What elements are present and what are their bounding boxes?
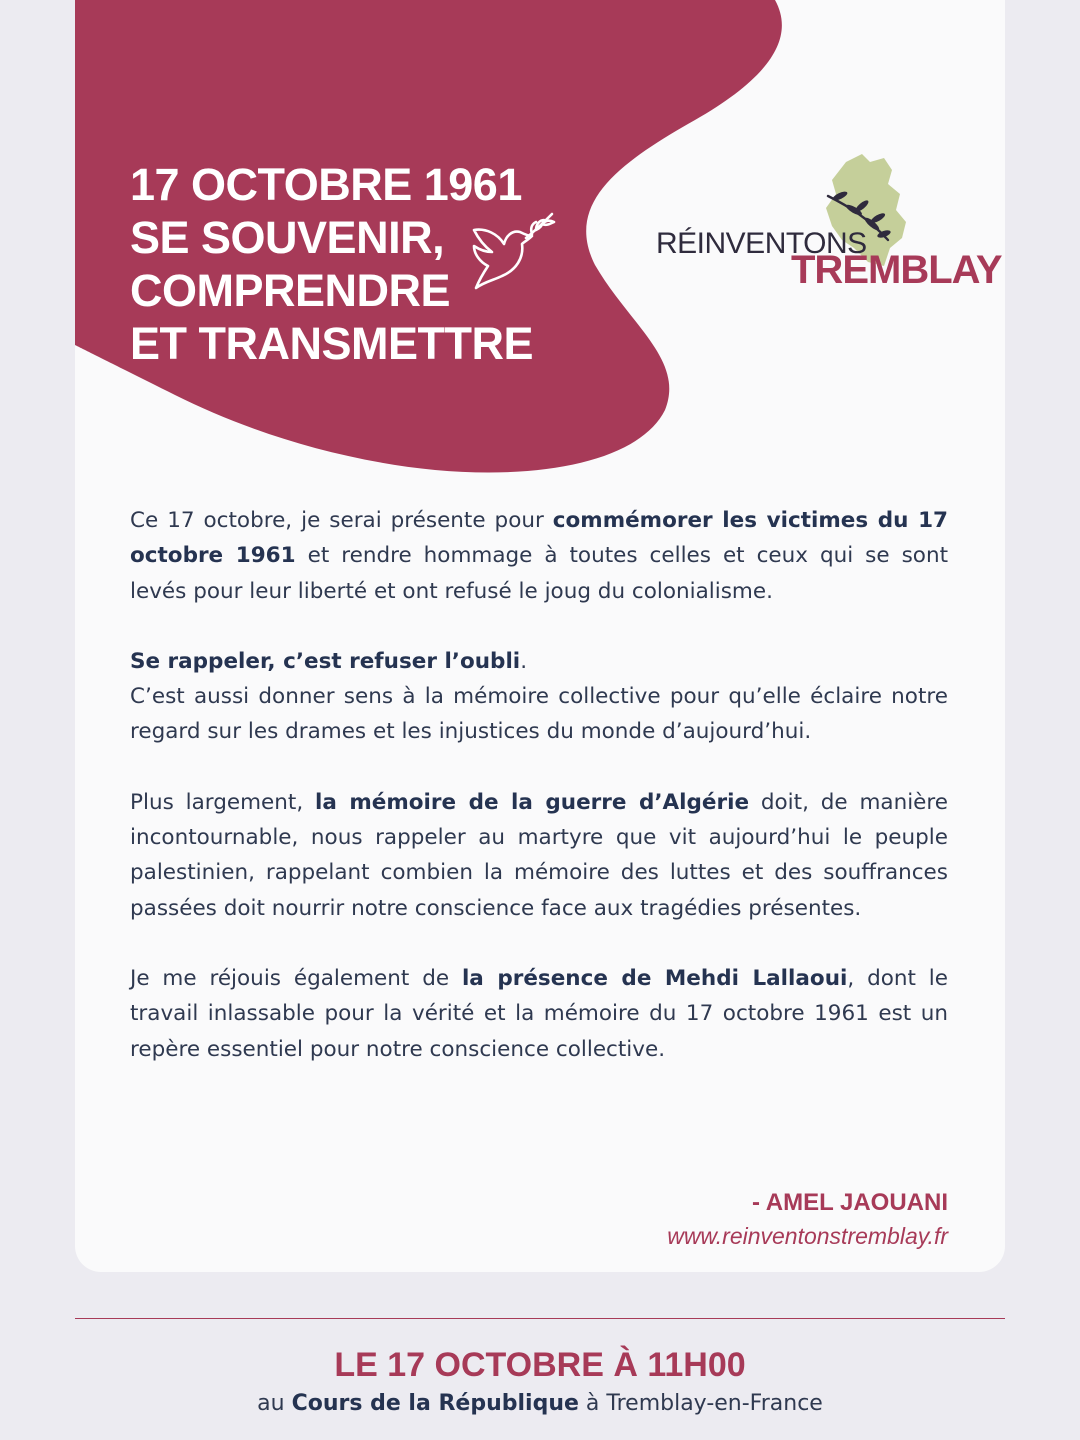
p1-bold: commémorer les victimes du 17 octobre 1961 <box>130 508 948 569</box>
title-line-4: ET TRANSMETTRE <box>130 318 533 369</box>
title-line-3: COMPRENDRE <box>130 265 451 316</box>
paragraph-4 <box>130 961 948 1067</box>
paragraph-2 <box>130 644 948 750</box>
p2-period: . <box>520 648 528 674</box>
p3-text-a: Plus largement, <box>130 789 315 815</box>
website-link[interactable]: www.reinventonstremblay.fr <box>667 1223 948 1249</box>
reinventons-tremblay-logo <box>656 148 1002 298</box>
p3-text-c: doit, de manière incontournable, nous rappeler au martyre que vit aujourd’hui le peuple palestinien, rappelant combien la mémoire des luttes et des souffrances passées doit nourrir notre conscience face aux tragédies présentes. <box>130 789 949 921</box>
p1-text-c: et rendre hommage à toutes celles et ceux qui se sont levés pour leur liberté et ont refusé le joug du colonialisme. <box>130 543 948 604</box>
title-line-1: 17 OCTOBRE 1961 <box>130 159 522 210</box>
dove-icon <box>466 208 558 298</box>
place-bold: Cours de la République <box>291 1391 579 1416</box>
footer-divider <box>75 1318 1005 1319</box>
statement-text <box>130 503 948 1102</box>
place-text-a: au <box>257 1391 292 1416</box>
logo-line-1: RÉINVENTONS <box>656 227 867 260</box>
signature-name: - AMEL JAOUANI <box>751 1189 948 1216</box>
p2-text-c: C’est aussi donner sens à la mémoire collective pour qu’elle éclaire notre regard sur les drames et les injustices du monde d’aujourd’hui. <box>130 684 948 745</box>
place-text-c: à Tremblay-en-France <box>578 1391 823 1416</box>
p4-text-c: , dont le travail inlassable pour la vérité et la mémoire du 17 octobre 1961 est un repère essentiel pour notre conscience collective. <box>130 965 948 1062</box>
p4-bold: la présence de Mehdi Lallaoui <box>461 965 848 991</box>
event-date: LE 17 OCTOBRE À 11H00 <box>334 1346 746 1384</box>
paragraph-1 <box>130 503 948 609</box>
title-line-2: SE SOUVENIR, <box>130 212 445 263</box>
logo-line-2: TREMBLAY <box>791 248 1002 292</box>
p4-text-a: Je me réjouis également de <box>130 965 462 991</box>
p3-bold: la mémoire de la guerre d’Algérie <box>315 789 750 815</box>
p2-bold: Se rappeler, c’est refuser l’oubli <box>130 648 521 674</box>
paragraph-3 <box>130 785 948 926</box>
p1-text-a: Ce 17 octobre, je serai présente pour <box>130 508 553 533</box>
event-place <box>0 1388 1080 1420</box>
signature <box>667 1186 948 1252</box>
